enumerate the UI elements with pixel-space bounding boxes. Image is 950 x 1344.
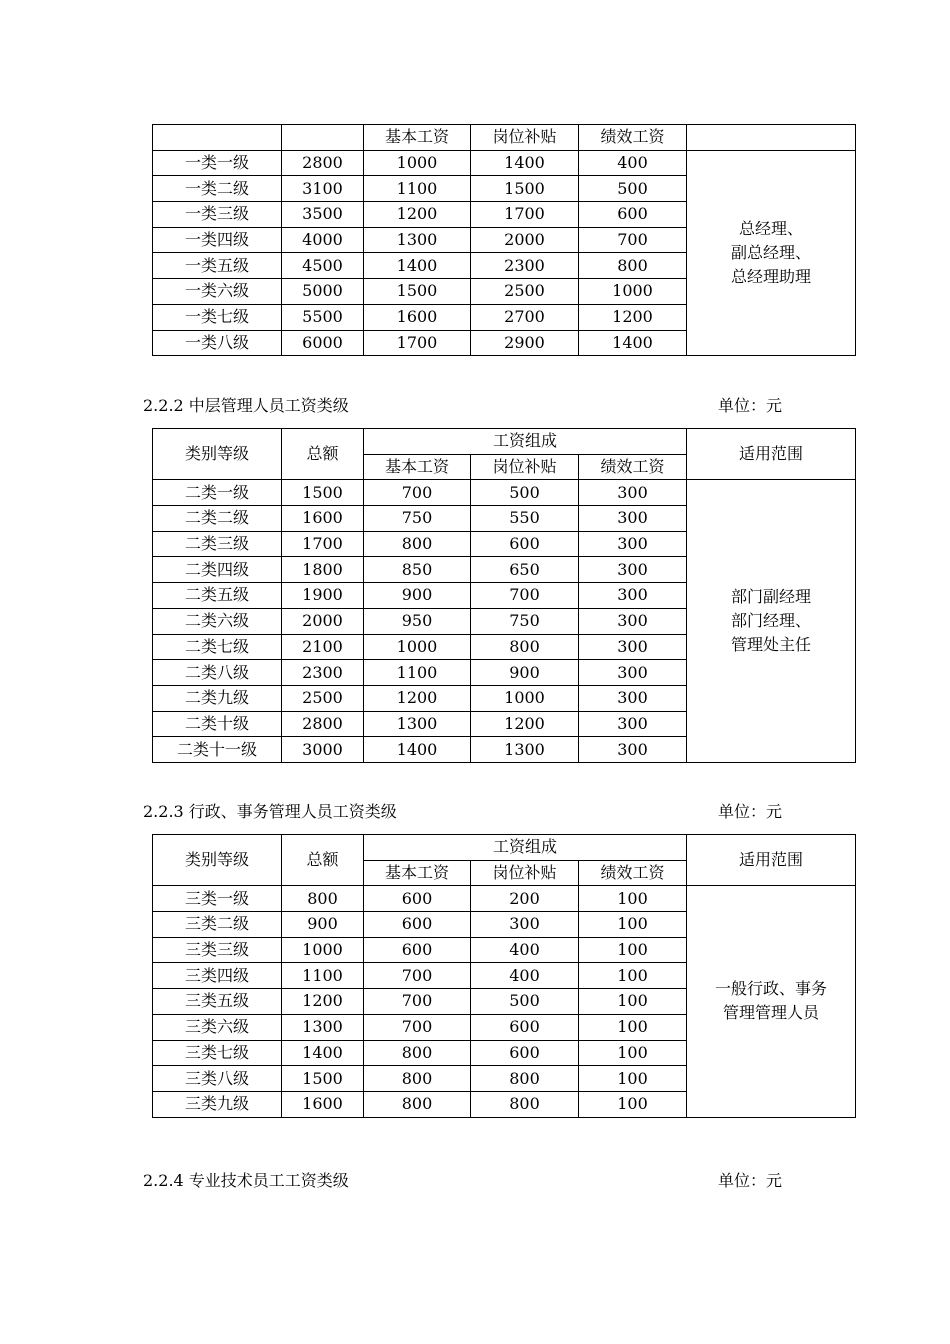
cell-basic-salary: 1000 [364, 634, 471, 660]
cell-basic-salary: 1600 [364, 304, 471, 330]
cell-category: 一类三级 [153, 202, 282, 228]
cell-performance-pay: 500 [579, 176, 687, 202]
cell-basic-salary: 1300 [364, 227, 471, 253]
header-cell-basic-salary: 基本工资 [364, 454, 471, 480]
cell-basic-salary: 600 [364, 886, 471, 912]
table-header-row [153, 125, 856, 151]
cell-post-allowance: 550 [471, 506, 579, 532]
header-cell-post-allowance: 岗位补贴 [471, 125, 579, 151]
cell-post-allowance: 800 [471, 1091, 579, 1117]
cell-category: 二类八级 [153, 660, 282, 686]
cell-performance-pay: 100 [579, 1040, 687, 1066]
cell-basic-salary: 1100 [364, 176, 471, 202]
cell-total: 1800 [282, 557, 364, 583]
scope-cell [687, 886, 856, 1117]
cell-total: 3000 [282, 737, 364, 763]
scope-line: 部门副经理 [730, 587, 811, 607]
cell-category: 二类五级 [153, 583, 282, 609]
cell-basic-salary: 800 [364, 531, 471, 557]
cell-category: 二类六级 [153, 608, 282, 634]
cell-basic-salary: 600 [364, 937, 471, 963]
cell-category: 三类九级 [153, 1091, 282, 1117]
cell-basic-salary: 1200 [364, 202, 471, 228]
header-cell-category: 类别等级 [153, 429, 282, 480]
cell-total: 2800 [282, 150, 364, 176]
header-cell-performance-pay: 绩效工资 [579, 454, 687, 480]
cell-post-allowance: 200 [471, 886, 579, 912]
cell-basic-salary: 1400 [364, 253, 471, 279]
cell-category: 三类四级 [153, 963, 282, 989]
cell-post-allowance: 2700 [471, 304, 579, 330]
cell-basic-salary: 700 [364, 963, 471, 989]
cell-category: 三类三级 [153, 937, 282, 963]
cell-basic-salary: 1300 [364, 711, 471, 737]
unit-label: 单位：元 [718, 1171, 783, 1190]
section-heading-2-2-3 [143, 800, 803, 824]
section-title: 2.2.4 专业技术员工工资类级 [143, 1171, 349, 1190]
cell-total: 1500 [282, 480, 364, 506]
header-cell-total: 总额 [282, 429, 364, 480]
cell-category: 三类五级 [153, 989, 282, 1015]
cell-performance-pay: 100 [579, 1066, 687, 1092]
cell-post-allowance: 2900 [471, 330, 579, 356]
cell-performance-pay: 800 [579, 253, 687, 279]
cell-category: 三类六级 [153, 1014, 282, 1040]
cell-performance-pay: 300 [579, 531, 687, 557]
cell-post-allowance: 1400 [471, 150, 579, 176]
cell-performance-pay: 100 [579, 963, 687, 989]
cell-basic-salary: 1700 [364, 330, 471, 356]
table-row [153, 150, 856, 176]
cell-post-allowance: 500 [471, 480, 579, 506]
cell-post-allowance: 750 [471, 608, 579, 634]
header-cell-basic-salary: 基本工资 [364, 860, 471, 886]
cell-basic-salary: 900 [364, 583, 471, 609]
header-cell-performance-pay: 绩效工资 [579, 860, 687, 886]
table-row [153, 886, 856, 912]
cell-post-allowance: 400 [471, 963, 579, 989]
cell-total: 5500 [282, 304, 364, 330]
cell-category: 一类六级 [153, 279, 282, 305]
cell-basic-salary: 950 [364, 608, 471, 634]
cell-post-allowance: 600 [471, 1040, 579, 1066]
cell-total: 3100 [282, 176, 364, 202]
cell-category: 二类三级 [153, 531, 282, 557]
cell-basic-salary: 1200 [364, 685, 471, 711]
cell-basic-salary: 600 [364, 912, 471, 938]
cell-basic-salary: 700 [364, 989, 471, 1015]
cell-basic-salary: 800 [364, 1091, 471, 1117]
cell-performance-pay: 400 [579, 150, 687, 176]
scope-line: 管理管理人员 [722, 1003, 819, 1023]
cell-category: 一类四级 [153, 227, 282, 253]
cell-total: 1300 [282, 1014, 364, 1040]
section-title: 2.2.3 行政、事务管理人员工资类级 [143, 802, 397, 821]
cell-basic-salary: 1400 [364, 737, 471, 763]
cell-basic-salary: 700 [364, 480, 471, 506]
cell-category: 一类一级 [153, 150, 282, 176]
cell-total: 2000 [282, 608, 364, 634]
cell-post-allowance: 400 [471, 937, 579, 963]
cell-post-allowance: 2300 [471, 253, 579, 279]
cell-total: 2300 [282, 660, 364, 686]
cell-performance-pay: 300 [579, 608, 687, 634]
header-cell-post-allowance: 岗位补贴 [471, 454, 579, 480]
cell-post-allowance: 300 [471, 912, 579, 938]
scope-line: 一般行政、事务 [714, 979, 827, 999]
cell-total: 1100 [282, 963, 364, 989]
header-cell-scope: 适用范围 [687, 835, 856, 886]
cell-total: 4000 [282, 227, 364, 253]
header-cell-post-allowance: 岗位补贴 [471, 860, 579, 886]
cell-category: 二类十级 [153, 711, 282, 737]
cell-post-allowance: 1700 [471, 202, 579, 228]
header-cell-scope [687, 125, 856, 151]
cell-post-allowance: 1300 [471, 737, 579, 763]
table-header-row [153, 835, 856, 861]
cell-total: 2100 [282, 634, 364, 660]
cell-category: 一类七级 [153, 304, 282, 330]
cell-category: 二类七级 [153, 634, 282, 660]
cell-basic-salary: 700 [364, 1014, 471, 1040]
unit-label: 单位：元 [718, 396, 783, 415]
table-row [153, 480, 856, 506]
cell-total: 1700 [282, 531, 364, 557]
table-header-row [153, 429, 856, 455]
scope-line: 部门经理、 [730, 611, 811, 631]
salary-table-class1 [152, 124, 856, 356]
scope-cell [687, 150, 856, 356]
cell-performance-pay: 1400 [579, 330, 687, 356]
header-cell-total [282, 125, 364, 151]
cell-performance-pay: 300 [579, 480, 687, 506]
cell-category: 二类二级 [153, 506, 282, 532]
cell-performance-pay: 300 [579, 685, 687, 711]
cell-total: 1500 [282, 1066, 364, 1092]
cell-performance-pay: 1000 [579, 279, 687, 305]
cell-total: 1900 [282, 583, 364, 609]
cell-performance-pay: 600 [579, 202, 687, 228]
cell-performance-pay: 300 [579, 583, 687, 609]
header-cell-scope: 适用范围 [687, 429, 856, 480]
cell-basic-salary: 1500 [364, 279, 471, 305]
cell-post-allowance: 1000 [471, 685, 579, 711]
cell-total: 1600 [282, 1091, 364, 1117]
cell-performance-pay: 100 [579, 1014, 687, 1040]
cell-post-allowance: 600 [471, 1014, 579, 1040]
cell-performance-pay: 100 [579, 937, 687, 963]
cell-category: 三类七级 [153, 1040, 282, 1066]
cell-basic-salary: 800 [364, 1066, 471, 1092]
cell-basic-salary: 1000 [364, 150, 471, 176]
cell-total: 900 [282, 912, 364, 938]
header-cell-composition: 工资组成 [364, 429, 687, 455]
cell-category: 三类二级 [153, 912, 282, 938]
cell-performance-pay: 100 [579, 1091, 687, 1117]
section-heading-2-2-2 [143, 394, 803, 418]
scope-line: 总经理、 [738, 218, 803, 238]
cell-category: 二类十一级 [153, 737, 282, 763]
cell-post-allowance: 1500 [471, 176, 579, 202]
cell-performance-pay: 300 [579, 557, 687, 583]
cell-total: 1000 [282, 937, 364, 963]
cell-total: 1400 [282, 1040, 364, 1066]
cell-basic-salary: 850 [364, 557, 471, 583]
cell-total: 4500 [282, 253, 364, 279]
cell-post-allowance: 600 [471, 531, 579, 557]
cell-basic-salary: 1100 [364, 660, 471, 686]
cell-basic-salary: 750 [364, 506, 471, 532]
cell-total: 6000 [282, 330, 364, 356]
cell-total: 3500 [282, 202, 364, 228]
cell-total: 1200 [282, 989, 364, 1015]
cell-category: 二类一级 [153, 480, 282, 506]
cell-performance-pay: 700 [579, 227, 687, 253]
scope-cell [687, 480, 856, 763]
cell-total: 2500 [282, 685, 364, 711]
header-cell-category [153, 125, 282, 151]
cell-category: 一类八级 [153, 330, 282, 356]
cell-performance-pay: 300 [579, 506, 687, 532]
cell-post-allowance: 2000 [471, 227, 579, 253]
cell-performance-pay: 300 [579, 737, 687, 763]
cell-total: 5000 [282, 279, 364, 305]
cell-total: 800 [282, 886, 364, 912]
cell-basic-salary: 800 [364, 1040, 471, 1066]
scope-line: 总经理助理 [730, 266, 811, 286]
cell-category: 三类一级 [153, 886, 282, 912]
cell-performance-pay: 300 [579, 634, 687, 660]
section-title: 2.2.2 中层管理人员工资类级 [143, 396, 349, 415]
scope-line: 管理处主任 [730, 635, 811, 655]
cell-post-allowance: 1200 [471, 711, 579, 737]
header-cell-category: 类别等级 [153, 835, 282, 886]
cell-category: 一类二级 [153, 176, 282, 202]
cell-performance-pay: 100 [579, 886, 687, 912]
cell-category: 二类四级 [153, 557, 282, 583]
header-cell-performance-pay: 绩效工资 [579, 125, 687, 151]
salary-table-class3 [152, 834, 856, 1118]
cell-performance-pay: 1200 [579, 304, 687, 330]
cell-performance-pay: 300 [579, 711, 687, 737]
header-cell-composition: 工资组成 [364, 835, 687, 861]
cell-total: 1600 [282, 506, 364, 532]
cell-performance-pay: 100 [579, 989, 687, 1015]
header-cell-basic-salary: 基本工资 [364, 125, 471, 151]
unit-label: 单位：元 [718, 802, 783, 821]
cell-post-allowance: 2500 [471, 279, 579, 305]
cell-post-allowance: 500 [471, 989, 579, 1015]
cell-category: 二类九级 [153, 685, 282, 711]
section-heading-2-2-4 [143, 1169, 803, 1193]
cell-total: 2800 [282, 711, 364, 737]
cell-performance-pay: 300 [579, 660, 687, 686]
scope-line: 副总经理、 [730, 242, 811, 262]
cell-category: 三类八级 [153, 1066, 282, 1092]
cell-performance-pay: 100 [579, 912, 687, 938]
header-cell-total: 总额 [282, 835, 364, 886]
salary-table-class2 [152, 428, 856, 763]
cell-post-allowance: 800 [471, 1066, 579, 1092]
cell-post-allowance: 650 [471, 557, 579, 583]
cell-post-allowance: 900 [471, 660, 579, 686]
cell-post-allowance: 800 [471, 634, 579, 660]
cell-post-allowance: 700 [471, 583, 579, 609]
cell-category: 一类五级 [153, 253, 282, 279]
